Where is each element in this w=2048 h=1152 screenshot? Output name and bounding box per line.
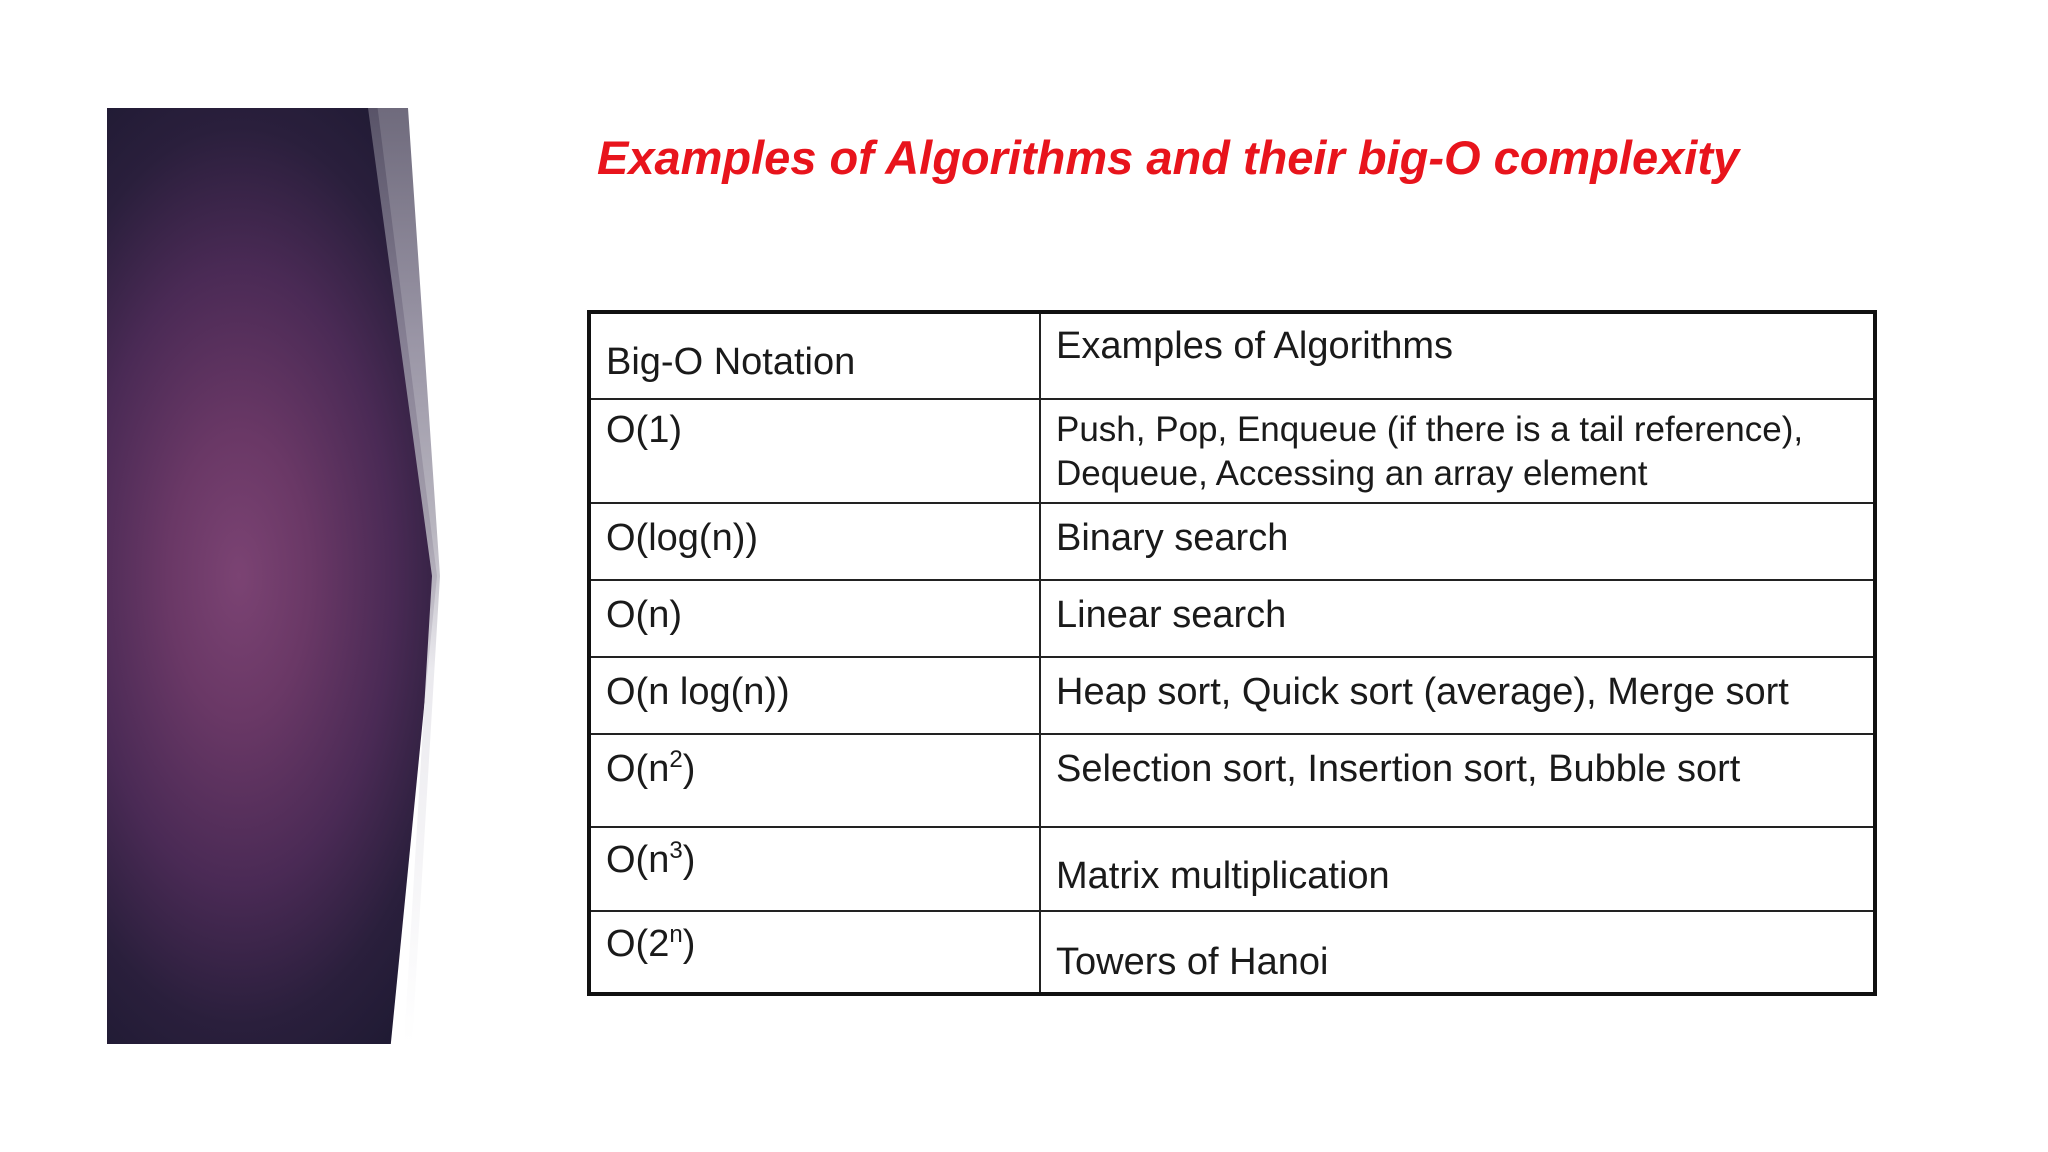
notation-cell: [606, 593, 682, 637]
notation-exponent: 3: [669, 837, 683, 864]
notation-tail: ): [682, 839, 696, 881]
examples-cell: Heap sort, Quick sort (average), Merge sort: [1056, 671, 1789, 713]
notation-base: O(n: [606, 748, 670, 790]
header-examples: Examples of Algorithms: [1056, 325, 1454, 367]
notation-exponent: n: [669, 921, 683, 948]
table-row: [591, 502, 1873, 579]
examples-cell: Linear search: [1056, 594, 1287, 636]
notation-base: O(log(n)): [606, 517, 759, 559]
table-header-row: [591, 314, 1873, 398]
notation-base: O(n): [606, 594, 682, 636]
table-row: [591, 826, 1873, 910]
notation-cell: [606, 516, 758, 560]
examples-cell: Matrix multiplication: [1056, 855, 1390, 897]
notation-tail: ): [682, 748, 696, 790]
notation-base: O(n log(n)): [606, 671, 790, 713]
table-row: [591, 579, 1873, 656]
examples-cell-line2: Dequeue, Accessing an array element: [1056, 454, 1648, 493]
table-row: [591, 656, 1873, 733]
notation-cell: [606, 408, 682, 452]
table-row: [591, 910, 1873, 996]
notation-base: O(n: [606, 839, 670, 881]
examples-cell-line1: Push, Pop, Enqueue (if there is a tail reference),: [1056, 410, 1804, 449]
table-row: [591, 733, 1873, 826]
notation-exponent: 2: [669, 746, 683, 773]
slide-title: Examples of Algorithms and their big-O complexity: [597, 131, 1740, 184]
notation-base: O(2: [606, 923, 670, 965]
examples-cell: Towers of Hanoi: [1056, 941, 1329, 983]
examples-cell: Selection sort, Insertion sort, Bubble sort: [1056, 748, 1741, 790]
notation-cell: [606, 838, 695, 882]
notation-cell: [606, 747, 695, 791]
table-row: [591, 398, 1873, 502]
notation-tail: ): [682, 923, 696, 965]
complexity-table: [587, 310, 1877, 996]
examples-cell: Binary search: [1056, 517, 1289, 559]
notation-cell: [606, 922, 695, 966]
notation-base: O(1): [606, 409, 682, 451]
notation-cell: [606, 670, 790, 714]
header-notation: Big-O Notation: [606, 341, 856, 383]
